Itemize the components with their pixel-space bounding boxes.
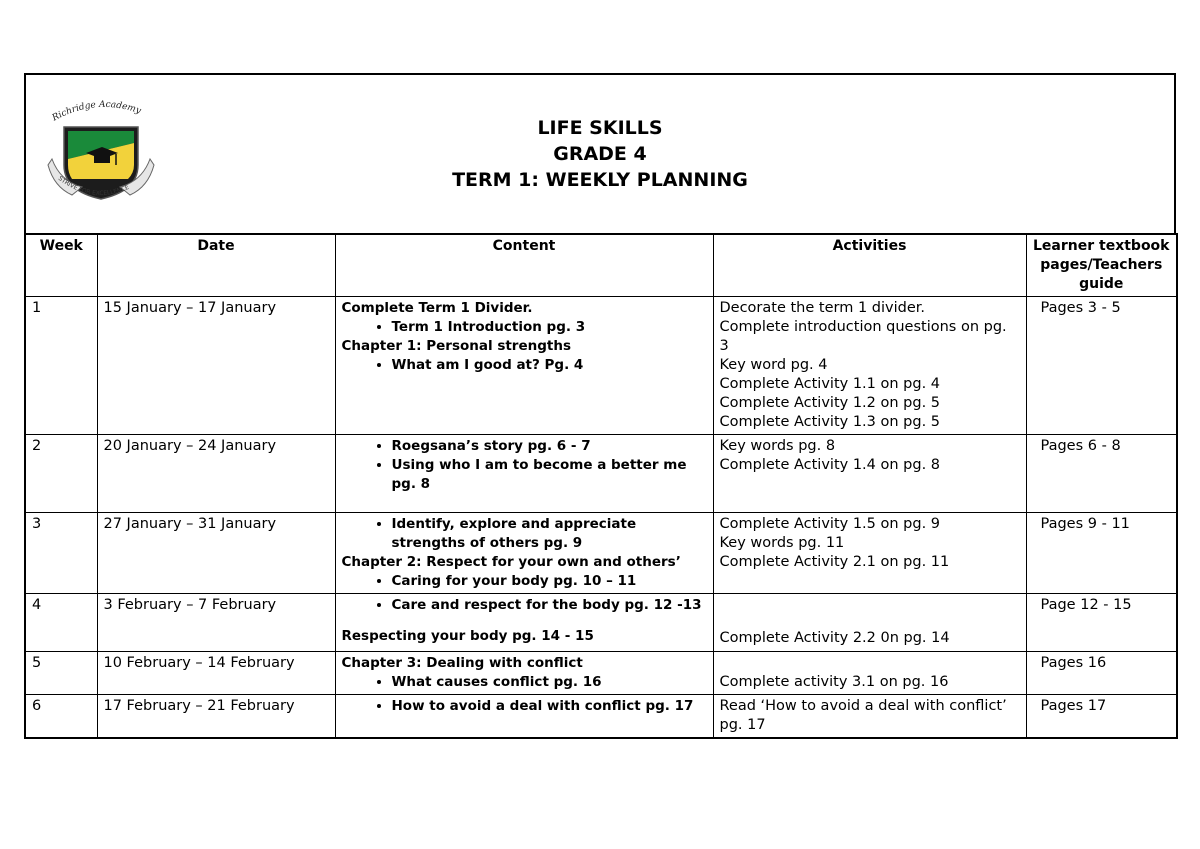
document-header — [24, 73, 1176, 233]
pages-cell: Pages 9 - 11 — [1026, 513, 1177, 594]
weekly-planning-table — [24, 233, 1178, 739]
activities-cell — [713, 513, 1026, 594]
content-bullet-item: • Caring for your body pg. 10 – 11 — [392, 572, 707, 591]
content-bullet-item: • Roegsana’s story pg. 6 - 7 — [392, 437, 707, 456]
content-bullet-item: • Care and respect for the body pg. 12 -13 — [392, 596, 707, 615]
logo-top-text: Richridge Academy — [50, 99, 143, 124]
activity-line: Complete Activity 1.1 on pg. 4 — [719, 376, 941, 392]
week-cell: 2 — [25, 435, 97, 513]
document-title — [26, 115, 1174, 193]
content-bullet-item: • What causes conflict pg. 16 — [392, 673, 707, 692]
content-cell — [335, 695, 713, 739]
activity-line: Key words pg. 11 — [719, 535, 845, 551]
column-header-pages: Learner textbook pages/Teachers guide — [1026, 234, 1177, 297]
content-line: Respecting your body pg. 14 - 15 — [341, 628, 594, 644]
content-bullet-item: • How to avoid a deal with conflict pg. 17 — [392, 697, 707, 716]
content-bullet-item: • What am I good at? Pg. 4 — [392, 356, 707, 375]
content-line: Complete Term 1 Divider. — [341, 300, 533, 316]
activity-line: Complete introduction questions on pg. 3 — [719, 319, 1007, 354]
column-header-date: Date — [97, 234, 335, 297]
column-header-activities: Activities — [713, 234, 1026, 297]
week-cell: 5 — [25, 652, 97, 695]
week-cell: 3 — [25, 513, 97, 594]
activities-cell — [713, 594, 1026, 652]
content-cell — [335, 435, 713, 513]
content-cell — [335, 513, 713, 594]
content-line: Chapter 3: Dealing with conflict — [341, 655, 583, 671]
activity-line: Complete activity 3.1 on pg. 16 — [719, 674, 949, 690]
planning-document — [24, 73, 1176, 739]
content-bullet-item: • Term 1 Introduction pg. 3 — [392, 318, 707, 337]
pages-cell: Pages 17 — [1026, 695, 1177, 739]
activities-cell — [713, 695, 1026, 739]
grade-title: GRADE 4 — [553, 143, 647, 165]
table-row — [25, 695, 1177, 739]
content-line: Chapter 2: Respect for your own and others’ — [341, 554, 681, 570]
date-cell: 3 February – 7 February — [97, 594, 335, 652]
subject-title: LIFE SKILLS — [537, 117, 663, 139]
content-bullet-item: • Using who I am to become a better me pg. 8 — [392, 456, 707, 494]
activity-line: Decorate the term 1 divider. — [719, 300, 925, 316]
pages-cell: Pages 3 - 5 — [1026, 297, 1177, 435]
logo-motto-text: STRIVE FOR EXCELLENCE — [56, 175, 131, 198]
pages-cell: Pages 16 — [1026, 652, 1177, 695]
column-header-content: Content — [335, 234, 713, 297]
date-cell: 20 January – 24 January — [97, 435, 335, 513]
activity-line: Key words pg. 8 — [719, 438, 836, 454]
activities-cell — [713, 652, 1026, 695]
date-cell: 10 February – 14 February — [97, 652, 335, 695]
pages-cell: Pages 6 - 8 — [1026, 435, 1177, 513]
activities-cell — [713, 435, 1026, 513]
term-title: TERM 1: WEEKLY PLANNING — [452, 169, 748, 191]
pages-cell: Page 12 - 15 — [1026, 594, 1177, 652]
activity-line: Complete Activity 1.3 on pg. 5 — [719, 414, 941, 430]
table-row — [25, 652, 1177, 695]
content-cell — [335, 297, 713, 435]
activity-line: Complete Activity 1.2 on pg. 5 — [719, 395, 941, 411]
activity-line: Complete Activity 2.1 on pg. 11 — [719, 554, 950, 570]
activities-cell — [713, 297, 1026, 435]
table-header-row — [25, 234, 1177, 297]
date-cell: 17 February – 21 February — [97, 695, 335, 739]
content-cell — [335, 594, 713, 652]
activity-line: Complete Activity 2.2 0n pg. 14 — [719, 630, 950, 646]
activity-line: Complete Activity 1.4 on pg. 8 — [719, 457, 941, 473]
week-cell: 1 — [25, 297, 97, 435]
content-bullet-item: • Identify, explore and appreciate strengths of others pg. 9 — [392, 515, 707, 553]
activity-line: Key word pg. 4 — [719, 357, 828, 373]
activity-line: Read ‘How to avoid a deal with conflict’ pg. 17 — [719, 698, 1007, 733]
date-cell: 15 January – 17 January — [97, 297, 335, 435]
activity-line: Complete Activity 1.5 on pg. 9 — [719, 516, 941, 532]
week-cell: 4 — [25, 594, 97, 652]
week-cell: 6 — [25, 695, 97, 739]
table-row — [25, 513, 1177, 594]
table-row — [25, 435, 1177, 513]
content-cell — [335, 652, 713, 695]
date-cell: 27 January – 31 January — [97, 513, 335, 594]
table-row — [25, 297, 1177, 435]
table-row — [25, 594, 1177, 652]
content-line: Chapter 1: Personal strengths — [341, 338, 571, 354]
column-header-week: Week — [25, 234, 97, 297]
